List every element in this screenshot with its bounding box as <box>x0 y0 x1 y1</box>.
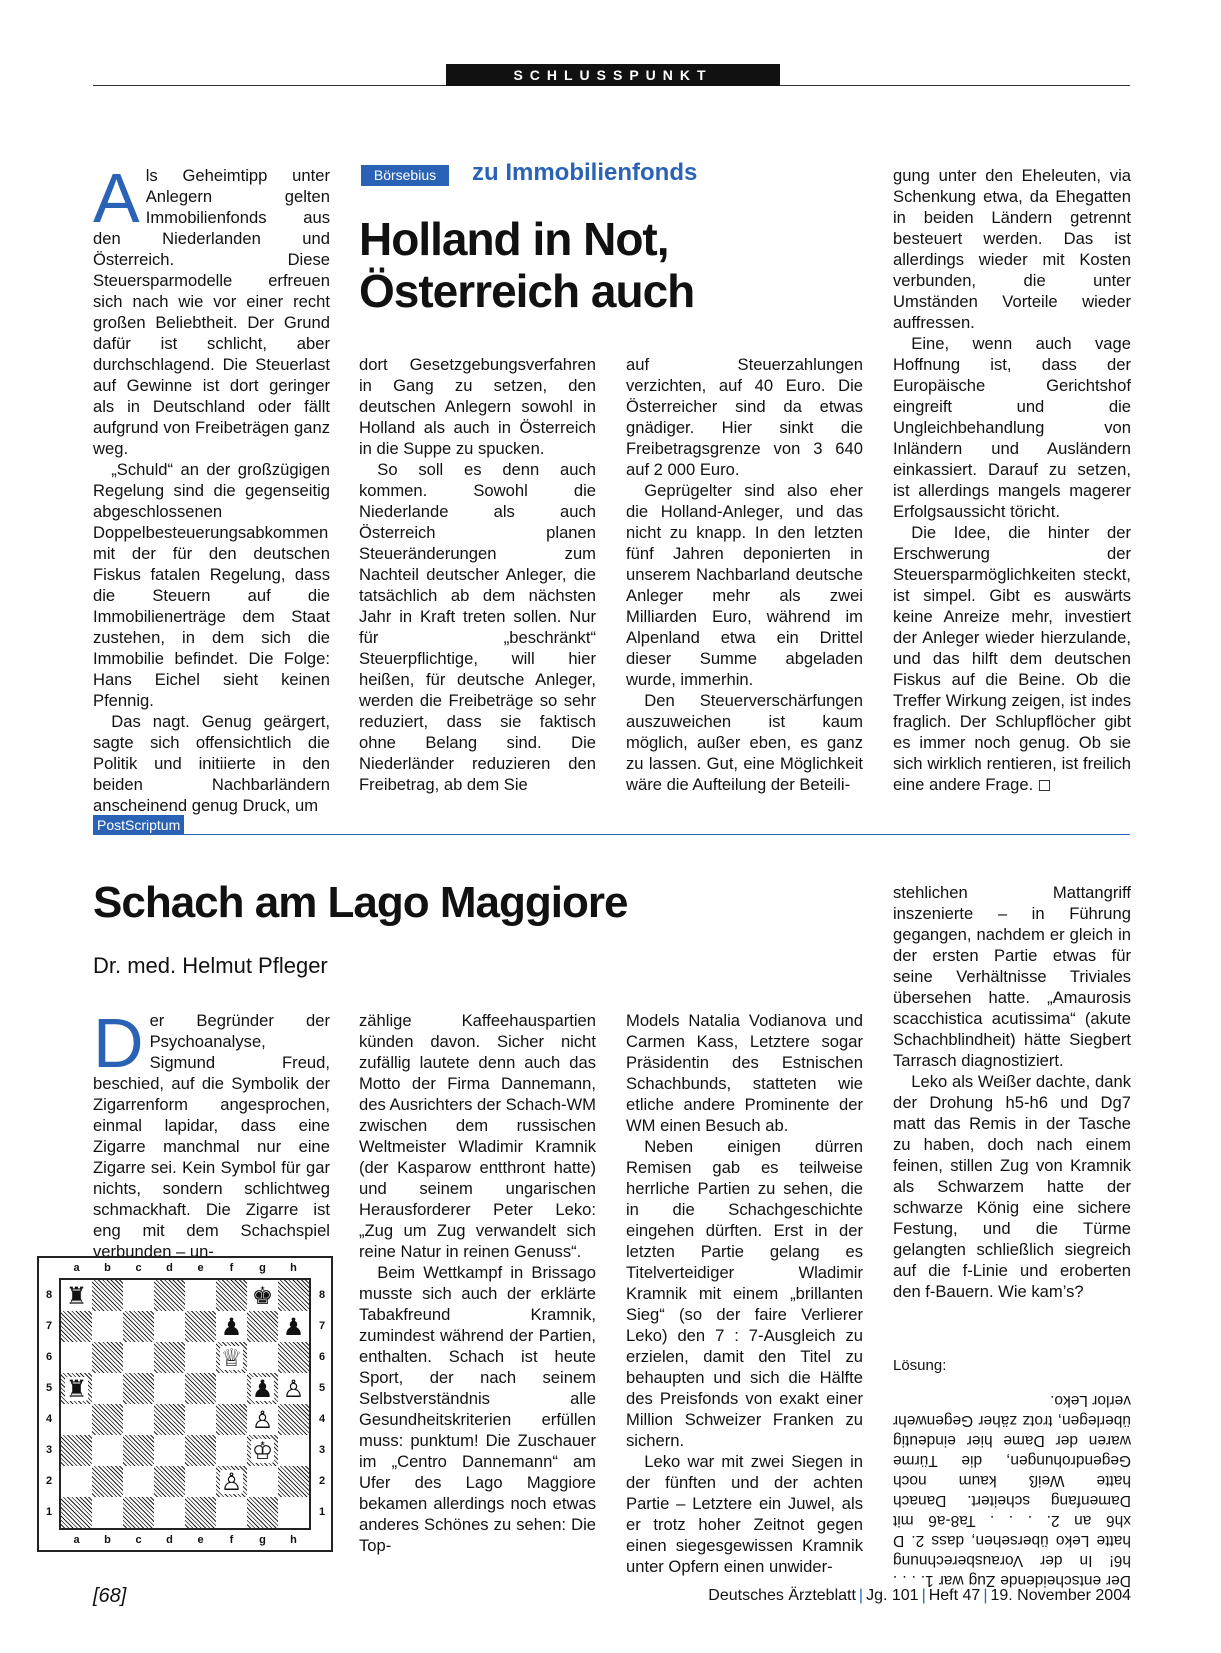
black-rook-icon: ♜ <box>65 1282 88 1310</box>
square-d5 <box>154 1373 185 1404</box>
square-c8 <box>123 1280 154 1311</box>
author: Dr. med. Helmut Pfleger <box>93 953 328 978</box>
square-f5 <box>216 1373 247 1404</box>
article2-column-1 <box>93 1004 330 1262</box>
page-number: [68] <box>93 1585 127 1607</box>
rank-label: 3 <box>45 1444 53 1456</box>
rank-label: 6 <box>318 1351 326 1363</box>
rank-label: 2 <box>318 1475 326 1487</box>
square-g5 <box>247 1373 278 1404</box>
paragraph: ls Geheimtipp unter Anlegern gelten Immobilienfonds aus den Niederlanden und Österreich. Diese Steuersparmodelle erfreuen sich nach wie vor einer recht großen Beliebtheit. Der Grund dafür ist schlicht, aber durchschlagend. Die Steuerlast auf Gewinne ist dort geringer als in Deutschland oder fällt aufgrund von Freibeträgen ganz weg. <box>93 166 330 458</box>
article2-column-3 <box>626 1010 863 1577</box>
square-c3 <box>123 1435 154 1466</box>
square-b7 <box>92 1311 123 1342</box>
square-g1 <box>247 1497 278 1528</box>
file-label: d <box>166 1262 173 1274</box>
rank-label: 5 <box>318 1382 326 1394</box>
square-h3 <box>278 1435 309 1466</box>
square-a1 <box>61 1497 92 1528</box>
issue-date: 19. November 2004 <box>990 1587 1131 1604</box>
rank-label: 7 <box>318 1320 326 1332</box>
square-h8 <box>278 1280 309 1311</box>
article-headline <box>359 213 839 317</box>
file-label: h <box>290 1534 297 1546</box>
journal-name: Deutsches Ärzteblatt <box>708 1587 856 1604</box>
paragraph: So soll es denn auch kommen. Sowohl die Niederlande als auch Österreich planen Steueränderungen zum Nachteil deutscher Anleger, die tatsächlich ab dem nächsten Jahr in Kraft treten sollen. Nur für „beschränkt“ Steuerpflichtige, will hier heißen, für deutsche Anleger, werden die Freibeträge so sehr reduziert, dass sie faktisch ohne Belang sind. Die Niederländer reduzieren den Freibetrag, ab dem Sie <box>359 460 596 794</box>
rank-label: 3 <box>318 1444 326 1456</box>
file-label: g <box>259 1262 266 1274</box>
black-pawn-icon: ♟ <box>282 1313 305 1341</box>
file-label: d <box>166 1534 173 1546</box>
square-f7 <box>216 1311 247 1342</box>
paragraph: Neben einigen dürren Remisen gab es teilweise herrliche Partien zu sehen, die in die Schachgeschichte eingehen dürften. Erst in der letzten Partie gelang es Titelverteidiger Wladimir Kramnik mit einem „brillanten Sieg“ (so der faire Verlierer Leko) den 7 : 7-Ausgleich zu erzielen, damit den Titel zu behaupten und sich die Hälfte des Preisfonds von exakt einer Million Schweizer Franken zu sichern. <box>626 1137 863 1450</box>
square-b2 <box>92 1466 123 1497</box>
paragraph: Models Natalia Vodianova und Carmen Kass, Letztere sogar Präsidentin des Estnischen Schachbunds, statteten wie etliche andere Prominente der WM einen Besuch ab. <box>626 1011 863 1135</box>
square-d8 <box>154 1280 185 1311</box>
square-e2 <box>185 1466 216 1497</box>
white-pawn-icon: ♙ <box>220 1468 243 1496</box>
white-pawn-icon: ♙ <box>251 1406 274 1434</box>
square-a2 <box>61 1466 92 1497</box>
file-label: c <box>135 1534 142 1546</box>
square-c6 <box>123 1342 154 1373</box>
headline-line-1: Holland in Not, <box>359 213 669 265</box>
paragraph: auf Steuerzahlungen verzichten, auf 40 Euro. Die Österreicher sind da etwas gnädiger. Hier sinkt die Freibetragsgrenze von 3 640 auf 2 000 Euro. <box>626 355 863 479</box>
square-g6 <box>247 1342 278 1373</box>
paragraph: zählige Kaffeehauspartien künden davon. Sicher nicht zufällig lautete denn auch das Motto der Firma Dannemann, des Ausrichters der Schach-WM zwischen dem russischen Weltmeister Wladimir Kramnik (der Kasparow entthront hatte) und seinem ungarischen Herausforderer Peter Leko: „Zug um Zug verwandelt sich reine Natur in reinen Genuss“. <box>359 1011 597 1261</box>
article1-column-4 <box>893 165 1131 795</box>
square-f2 <box>216 1466 247 1497</box>
paragraph: Das nagt. Genug geärgert, sagte sich offensichtlich die Politik und initiierte in den beiden Nachbarländern anscheinend genug Druck, um <box>93 712 330 815</box>
square-b4 <box>92 1404 123 1435</box>
square-e7 <box>185 1311 216 1342</box>
square-d1 <box>154 1497 185 1528</box>
paragraph: dort Gesetzgebungsverfahren in Gang zu setzen, den deutschen Anlegern sowohl in Holland als auch in Österreich in die Suppe zu spucken. <box>359 355 596 458</box>
file-label: h <box>290 1262 297 1274</box>
square-d7 <box>154 1311 185 1342</box>
section-rule <box>93 834 1130 835</box>
square-h6 <box>278 1342 309 1373</box>
square-a6 <box>61 1342 92 1373</box>
paragraph: Den Steuerverschärfungen auszuweichen ist kaum möglich, außer eben, es ganz zu lassen. Gut, eine Möglichkeit wäre die Aufteilung der Beteili- <box>626 691 863 794</box>
paragraph: Leko war mit zwei Siegen in der fünften und der achten Partie – Letztere ein Juwel, als er trotz hoher Zeitnot gegen einen siegesgewissen Kramnik unter Opfern einen unwider- <box>626 1452 863 1576</box>
square-d2 <box>154 1466 185 1497</box>
black-king-icon: ♚ <box>251 1282 274 1310</box>
postscriptum-tab: PostScriptum <box>93 815 184 835</box>
paragraph: stehlichen Mattangriff inszenierte – in Führung gegangen, nachdem er gleich in der ersten Partie etwas für seine Verhältnisse Triviales übersehen hatte. „Amaurosis scacchistica acutissima“ (akute Schachblindheit) hätte Siegbert Tarrasch diagnostiziert. <box>893 883 1131 1070</box>
file-label: c <box>135 1262 142 1274</box>
file-label: a <box>73 1534 80 1546</box>
square-b8 <box>92 1280 123 1311</box>
headline-line-2: Österreich auch <box>359 265 695 317</box>
kicker-text: zu Immobilienfonds <box>472 159 698 186</box>
rank-label: 8 <box>318 1289 326 1301</box>
rank-label: 6 <box>45 1351 53 1363</box>
file-label: b <box>104 1534 111 1546</box>
square-c5 <box>123 1373 154 1404</box>
square-d3 <box>154 1435 185 1466</box>
square-h7 <box>278 1311 309 1342</box>
square-f8 <box>216 1280 247 1311</box>
square-a3 <box>61 1435 92 1466</box>
paragraph: Eine, wenn auch vage Hoffnung ist, dass der Europäische Gerichtshof eingreift und die Ungleichbehandlung von Inländern und Ausländern einkassiert. Darauf zu setzen, ist allerdings mangels magerer Erfolgsaussicht töricht. <box>893 334 1131 521</box>
file-label: e <box>197 1262 204 1274</box>
rank-label: 1 <box>318 1506 326 1518</box>
paragraph: „Schuld“ an der großzügigen Regelung sind die gegenseitig abgeschlossenen Doppelbesteuerungsabkommen mit der für den deutschen Fiskus fatalen Regelung, dass die Steuern auf die Immobilienerträge dem Staat zustehen, in dem sich die Immobilie befindet. Die Folge: Hans Eichel sieht keinen Pfennig. <box>93 460 330 710</box>
black-rook-icon: ♜ <box>65 1375 88 1403</box>
paragraph: er Begründer der Psychoanalyse, Sigmund Freud, beschied, auf die Symbolik der Zigarrenform angesprochen, einmal lapidar, dass eine Zigarre manchmal nur eine Zigarre sei. Kein Symbol für gar nichts, sondern schlichtweg schmackhaft. Die Zigarre ist eng mit dem Schachspiel verbunden – un- <box>93 1011 330 1261</box>
black-pawn-icon: ♟ <box>220 1313 243 1341</box>
file-label: f <box>229 1262 234 1274</box>
white-pawn-icon: ♙ <box>282 1375 305 1403</box>
square-b6 <box>92 1342 123 1373</box>
square-e1 <box>185 1497 216 1528</box>
square-g4 <box>247 1404 278 1435</box>
rank-label: 4 <box>318 1413 326 1425</box>
square-c4 <box>123 1404 154 1435</box>
square-e3 <box>185 1435 216 1466</box>
kicker-tag: Börsebius <box>361 165 449 186</box>
square-g8 <box>247 1280 278 1311</box>
square-b5 <box>92 1373 123 1404</box>
square-h4 <box>278 1404 309 1435</box>
issue: Heft 47 <box>928 1587 981 1604</box>
square-a7 <box>61 1311 92 1342</box>
solution-text-upside-down: Der entscheidende Zug war 1. . . . h6! In der Vorausberechnung hatte Leko übersehen, dass 2. D xh6 an 2. . . . Ta8-a6 mit Damenfang scheitert. Danach hatte Weiß kaum noch Gegendrohungen, die Türme waren der Dame hier eindeutig überlegen, trotz zäher Gegenwehr verlor Leko. <box>893 1392 1131 1589</box>
article1-column-2 <box>359 354 596 795</box>
square-a4 <box>61 1404 92 1435</box>
rank-label: 8 <box>45 1289 53 1301</box>
chess-board <box>59 1278 311 1530</box>
chess-diagram <box>37 1256 333 1552</box>
rank-label: 5 <box>45 1382 53 1394</box>
article2-column-2 <box>359 1010 596 1556</box>
white-king-icon: ♔ <box>251 1437 274 1465</box>
square-h2 <box>278 1466 309 1497</box>
file-label: e <box>197 1534 204 1546</box>
square-e5 <box>185 1373 216 1404</box>
article2-column-4 <box>893 882 1131 1302</box>
square-f4 <box>216 1404 247 1435</box>
black-pawn-icon: ♟ <box>251 1375 274 1403</box>
rank-label: 4 <box>45 1413 53 1425</box>
paragraph: Beim Wettkampf in Brissago musste sich auch der erklärte Tabakfreund Kramnik, zumindest während der Partien, enthalten. Schach ist heute Sport, der nach seinem Selbstverständnis alle Gesundheitskriterien erfüllen muss: punktum! Die Zuschauer im „Centro Dannemann“ am Ufer des Lago Maggiore bekamen allerdings noch etwas anderes Schönes zu sehen: Die Top- <box>359 1263 596 1555</box>
volume: Jg. 101 <box>866 1587 919 1604</box>
article1-column-1 <box>93 159 330 816</box>
section-title: SCHLUSSPUNKT <box>446 64 780 86</box>
paragraph: Geprügelter sind also eher die Holland-Anleger, und das nicht zu knapp. In den letzten fünf Jahren deponierten in unserem Nachbarland deutsche Anleger mehr als zwei Milliarden Euro, während im Alpenland etwa ein Drittel dieser Summe abgeladen wurde, immerhin. <box>626 481 863 689</box>
solution-label: Lösung: <box>893 1357 947 1374</box>
square-g3 <box>247 1435 278 1466</box>
square-b3 <box>92 1435 123 1466</box>
square-c2 <box>123 1466 154 1497</box>
square-f3 <box>216 1435 247 1466</box>
paragraph: gung unter den Eheleuten, via Schenkung etwa, da Ehegatten in beiden Ländern getrennt besteuert werden. Das ist allerdings wieder mit Kosten verbunden, die unter Umständen Vorteile wieder auffressen. <box>893 166 1131 332</box>
square-h1 <box>278 1497 309 1528</box>
rank-label: 7 <box>45 1320 53 1332</box>
square-f6 <box>216 1342 247 1373</box>
end-mark-icon <box>1039 780 1050 791</box>
square-c7 <box>123 1311 154 1342</box>
square-a8 <box>61 1280 92 1311</box>
file-label: a <box>73 1262 80 1274</box>
article1-column-3 <box>626 354 863 795</box>
square-b1 <box>92 1497 123 1528</box>
paragraph: Die Idee, die hinter der Erschwerung der Steuersparmöglichkeiten steckt, ist simpel. Gibt es auswärts keine Anreize mehr, investiert der Anleger wieder hierzulande, und das hilft dem deutschen Fiskus auf die Beine. Ob die Treffer Wirkung zeigen, ist indes fraglich. Der Schlupflöcher gibt es immer noch genug. Ob sie sich wirklich rentieren, ist freilich eine andere Frage. <box>893 523 1131 794</box>
square-e8 <box>185 1280 216 1311</box>
white-queen-icon: ♕ <box>220 1344 243 1372</box>
file-label: g <box>259 1534 266 1546</box>
footer-citation: Deutsches Ärzteblatt | Jg. 101 | Heft 47 | 19. November 2004 <box>708 1587 1131 1604</box>
square-e4 <box>185 1404 216 1435</box>
article2-headline: Schach am Lago Maggiore <box>93 878 628 927</box>
file-label: f <box>229 1534 234 1546</box>
square-h5 <box>278 1373 309 1404</box>
paragraph: Leko als Weißer dachte, dank der Drohung h5-h6 und Dg7 matt das Remis in der Tasche zu haben, doch nach einem feinen, stillen Zug von Kramnik als Schwarzem hatte der schwarze König eine sichere Festung, und die Türme gelangten schließlich siegreich auf die f-Linie und eroberten den f-Bauern. Wie kam’s? <box>893 1072 1131 1301</box>
square-a5 <box>61 1373 92 1404</box>
file-label: b <box>104 1262 111 1274</box>
square-d4 <box>154 1404 185 1435</box>
rank-label: 1 <box>45 1506 53 1518</box>
square-e6 <box>185 1342 216 1373</box>
dropcap: A <box>93 159 140 237</box>
square-g2 <box>247 1466 278 1497</box>
square-c1 <box>123 1497 154 1528</box>
square-d6 <box>154 1342 185 1373</box>
square-f1 <box>216 1497 247 1528</box>
dropcap: D <box>93 1004 144 1082</box>
square-g7 <box>247 1311 278 1342</box>
rank-label: 2 <box>45 1475 53 1487</box>
